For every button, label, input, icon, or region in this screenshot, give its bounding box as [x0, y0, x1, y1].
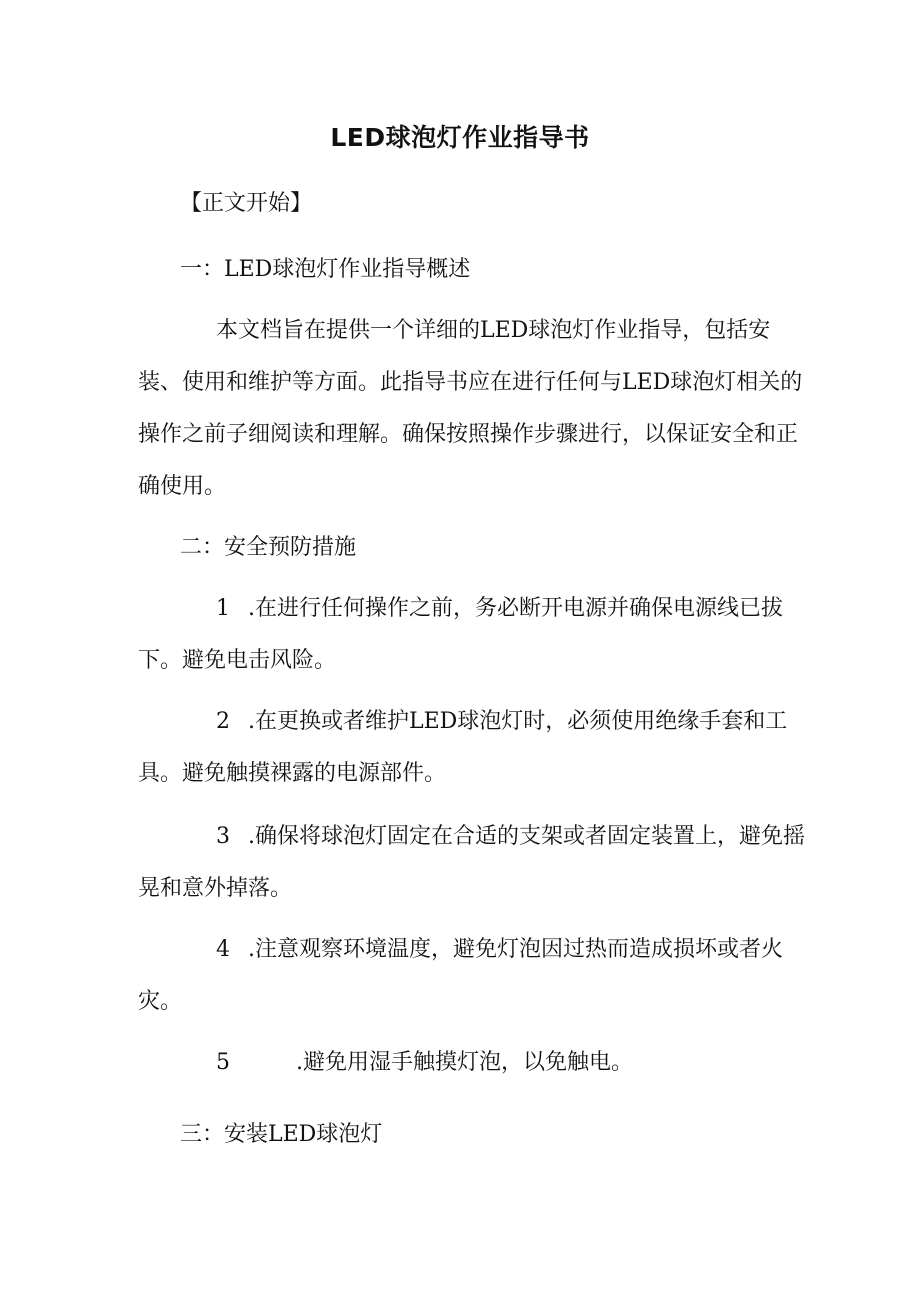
item-text: .在进行任何操作之前，务必断开电源并确保电源线已拔 — [248, 596, 783, 621]
safety-item-3 — [138, 824, 805, 930]
safety-item-4 — [138, 939, 793, 1043]
section-1-paragraph — [138, 318, 803, 528]
start-marker: 【正文开始】 — [180, 191, 313, 216]
item-number: 2 — [216, 709, 230, 734]
list-item-line — [138, 598, 793, 650]
safety-item-2 — [138, 711, 793, 815]
section-3-heading: 三：安装LED球泡灯 — [180, 1122, 383, 1147]
document-title: LED球泡灯作业指导书 — [330, 123, 590, 152]
list-item-line: 晃和意外掉落。 — [138, 876, 293, 901]
item-number: 1 — [216, 596, 230, 621]
paragraph-line: 装、使用和维护等方面。此指导书应在进行任何与LED球泡灯相关的 — [138, 370, 803, 395]
list-item-line: 具。避免触摸裸露的电源部件。 — [138, 761, 447, 786]
item-text: .注意观察环境温度，避免灯泡因过热而造成损坏或者火 — [248, 937, 783, 962]
item-text: .在更换或者维护LED球泡灯时，必须使用绝缘手套和工 — [248, 709, 788, 734]
paragraph-line: 本文档旨在提供一个详细的LED球泡灯作业指导，包括安 — [216, 318, 771, 343]
list-item-line — [138, 711, 793, 763]
safety-item-5 — [138, 1052, 793, 1104]
list-item-line: 灾。 — [138, 989, 183, 1014]
list-item-line — [138, 1052, 793, 1104]
item-number: 4 — [216, 937, 230, 962]
paragraph-line: 操作之前子细阅读和理解。确保按照操作步骤进行，以保证安全和正 — [138, 422, 799, 447]
section-1-heading: 一：LED球泡灯作业指导概述 — [180, 257, 471, 282]
item-text: .避免用湿手触摸灯泡，以免触电。 — [296, 1050, 633, 1075]
item-number: 5 — [216, 1050, 230, 1075]
list-item-line — [138, 824, 805, 878]
paragraph-line: 确使用。 — [138, 474, 227, 499]
item-text: .确保将球泡灯固定在合适的支架或者固定装置上，避免摇 — [248, 824, 805, 849]
list-item-line: 下。避免电击风险。 — [138, 648, 337, 673]
section-2-heading: 二：安全预防措施 — [180, 535, 357, 560]
item-number: 3 — [216, 824, 230, 849]
safety-item-1 — [138, 598, 793, 702]
list-item-line — [138, 939, 793, 991]
